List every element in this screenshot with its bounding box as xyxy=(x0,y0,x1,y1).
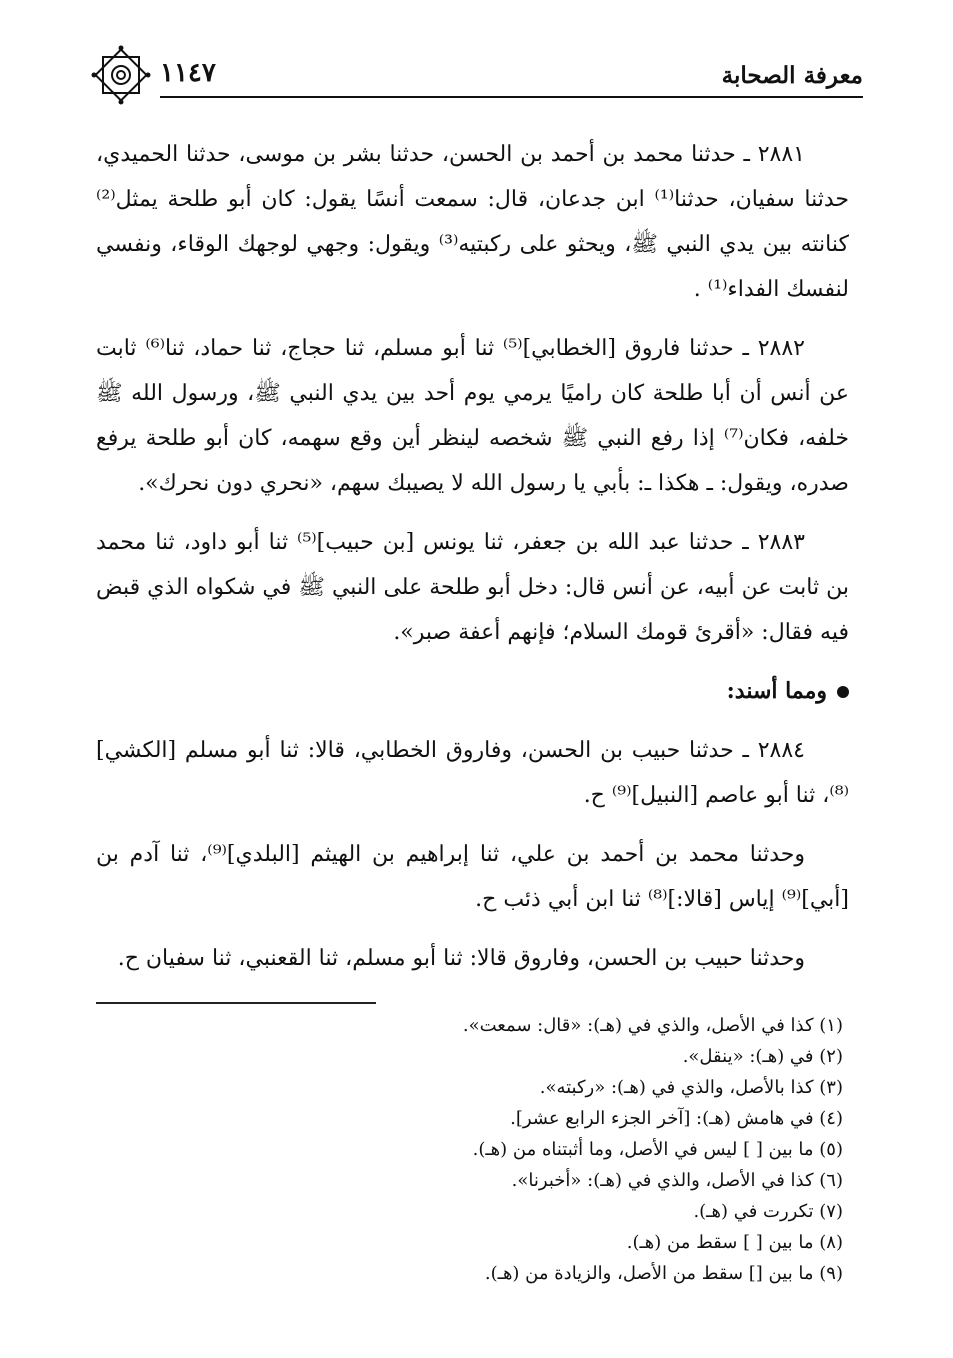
bullet-icon xyxy=(837,686,849,698)
footnote-8: (٨) ما بين [ ] سقط من (هـ). xyxy=(626,1232,843,1253)
section-heading-text: ومما أسند: xyxy=(726,678,827,704)
footnotes xyxy=(96,1002,849,1289)
hadith-2882: ٢٨٨٢ ـ حدثنا فاروق [الخطابي]⁽⁵⁾ ثنا أبو مسلم، ثنا حجاج، ثنا حماد، ثنا⁽⁶⁾ ثابت عن أنس أن أبا طلحة كان راميًا يرمي يوم أحد بين يدي النبي ﷺ، ورسول الله ﷺ خلفه، فكان⁽⁷⁾ إذا رفع النبي ﷺ شخصه لينظر أين وقع سهمه، كان أبو طلحة يرفع صدره، ويقول: ـ هكذا ـ: بأبي يا رسول الله لا يصيبك سهم، «نحري دون نحرك». xyxy=(96,336,849,496)
chain-3: وحدثنا حبيب بن الحسن، وفاروق قالا: ثنا أبو مسلم، ثنا القعنبي، ثنا سفيان ح. xyxy=(117,946,805,971)
footnote-3: (٣) كذا بالأصل، والذي في (هـ): «ركبته». xyxy=(539,1077,843,1098)
page-header xyxy=(90,44,863,102)
ornament-star-icon xyxy=(90,44,152,106)
header-rule xyxy=(160,96,863,98)
chain-2: وحدثنا محمد بن أحمد بن علي، ثنا إبراهيم بن الهيثم [البلدي]⁽⁹⁾، ثنا آدم بن [أبي]⁽⁹⁾ إياس [قالا:]⁽⁸⁾ ثنا ابن أبي ذئب ح. xyxy=(96,842,849,912)
footnote-9: (٩) ما بين [] سقط من الأصل، والزيادة من (هـ). xyxy=(484,1263,843,1284)
footnote-2: (٢) في (هـ): «ينقل». xyxy=(682,1046,843,1067)
footnote-list xyxy=(96,1010,849,1289)
footnote-1: (١) كذا في الأصل، والذي في (هـ): «قال: سمعت». xyxy=(462,1015,843,1036)
footnote-6: (٦) كذا في الأصل، والذي في (هـ): «أخبرنا». xyxy=(511,1170,843,1191)
footnote-separator xyxy=(96,1002,376,1004)
hadith-2884: ٢٨٨٤ ـ حدثنا حبيب بن الحسن، وفاروق الخطابي، قالا: ثنا أبو مسلم [الكشي]⁽⁸⁾، ثنا أبو عاصم [النبيل]⁽⁹⁾ ح. xyxy=(96,738,849,808)
hadith-2881: ٢٨٨١ ـ حدثنا محمد بن أحمد بن الحسن، حدثنا بشر بن موسى، حدثنا الحميدي، حدثنا سفيان، حدثنا⁽¹⁾ ابن جدعان، قال: سمعت أنسًا يقول: كان أبو طلحة يمثل⁽²⁾ كنانته بين يدي النبي ﷺ، ويحثو على ركبتيه⁽³⁾ ويقول: وجهي لوجهك الوقاء، ونفسي لنفسك الفداء⁽¹⁾ . xyxy=(96,142,849,302)
footnote-5: (٥) ما بين [ ] ليس في الأصل، وما أثبتناه من (هـ). xyxy=(472,1139,843,1160)
footnote-7: (٧) تكررت في (هـ). xyxy=(693,1201,843,1222)
section-heading xyxy=(96,669,849,714)
main-text xyxy=(96,132,849,995)
running-title: معرفة الصحابة xyxy=(721,62,863,89)
page-number: ١١٤٧ xyxy=(160,58,216,88)
hadith-2883: ٢٨٨٣ ـ حدثنا عبد الله بن جعفر، ثنا يونس [بن حبيب]⁽⁵⁾ ثنا أبو داود، ثنا محمد بن ثابت عن أبيه، عن أنس قال: دخل أبو طلحة على النبي ﷺ في شكواه الذي قبض فيه فقال: «أقرئ قومك السلام؛ فإنهم أعفة صبر». xyxy=(96,530,849,645)
footnote-4: (٤) في هامش (هـ): [آخر الجزء الرابع عشر]. xyxy=(510,1108,843,1129)
